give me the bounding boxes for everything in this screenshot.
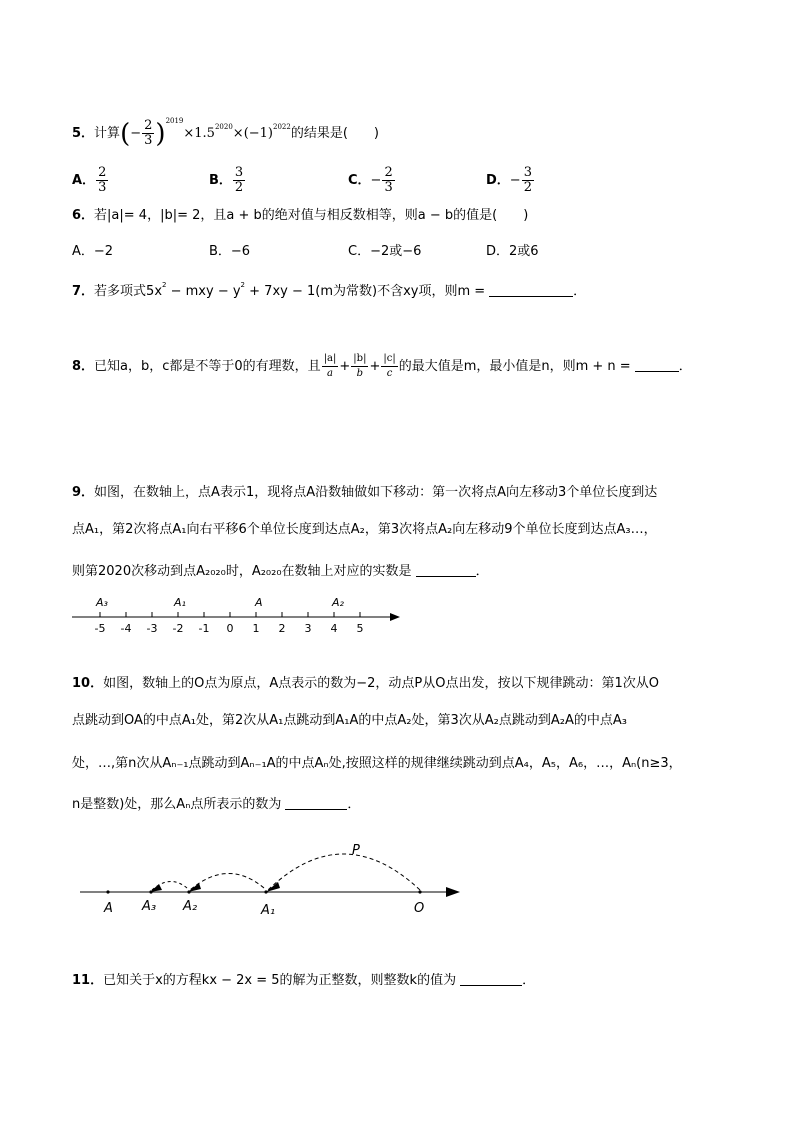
tick-label: 5: [356, 622, 364, 635]
question-9-line-3: 则第2020次移动到点A₂₀₂₀时，A₂₀₂₀在数轴上对应的实数是 ．: [72, 564, 489, 579]
tick-label: 1: [252, 622, 260, 635]
option-b: B．−6: [209, 244, 251, 259]
option-a: A．−2: [72, 244, 114, 259]
label-a1: A₁: [261, 903, 276, 918]
option-a: A． $\frac{2}{3}$: [72, 165, 107, 195]
question-6: 6．若|a|= 4，|b|= 2，且a + b的绝对值与相反数相等，则a − b的值是( ): [72, 208, 529, 223]
question-7: 7．若多项式$5x^2$ − mxy − $y^2 + 7xy - 1(m$为常数)不含xy项，则m = ．: [72, 281, 587, 299]
answer-blank[interactable]: [285, 797, 347, 810]
tick-label: -4: [120, 622, 132, 635]
arrowhead: [150, 884, 162, 892]
option-d: D．− $\frac{3}{2}$: [486, 165, 532, 195]
label-a1: A₁: [174, 596, 186, 609]
arc-o-a1: [268, 854, 420, 890]
arc-a1-a2: [190, 873, 264, 890]
question-10-line-2: 点跳动到OA的中点A₁处，第2次从A₁点跳动到A₁A的中点A₂处，第3次从A₂点跳动到A₂A的中点A₃: [72, 713, 627, 728]
tick-label: 2: [278, 622, 286, 635]
arrowhead: [266, 882, 280, 892]
tick-label: -3: [146, 622, 158, 635]
question-11: 11．已知关于x的方程kx − 2x = 5的解为正整数，则整数k的值为 ．: [72, 973, 536, 988]
fraction: $\frac{2}{3}$: [144, 118, 153, 148]
tick-label: -5: [94, 622, 106, 635]
answer-blank[interactable]: [635, 359, 679, 372]
jump-figure: [78, 838, 468, 924]
option-c: C．−2或−6: [348, 244, 422, 259]
answer-blank[interactable]: [460, 973, 522, 986]
label-a2: A₂: [183, 899, 198, 914]
label-a2: A₂: [332, 596, 344, 609]
question-9-line-1: 9．如图，在数轴上，点A表示1，现将点A沿数轴做如下移动：第一次将点A向左移动3个单位长度到达: [72, 485, 658, 500]
tick-label: 0: [226, 622, 234, 635]
option-b: B． $\frac{3}{2}$: [209, 165, 244, 195]
option-c: C．− $\frac{2}{3}$: [348, 165, 393, 195]
tick-label: 3: [304, 622, 312, 635]
label-a: A: [104, 901, 113, 916]
question-10-line-3: 处，…,第n次从Aₙ₋₁点跳动到Aₙ₋₁A的中点Aₙ处,按照这样的规律继续跳动到点A₄，A₅，A₆，…，Aₙ(n≥3，: [72, 756, 682, 771]
tick-label: -1: [198, 622, 210, 635]
label-a3: A₃: [96, 596, 108, 609]
label-o: O: [414, 901, 425, 916]
answer-blank[interactable]: [416, 564, 476, 577]
question-9-line-2: 点A₁，第2次将点A₁向右平移6个单位长度到达点A₂，第3次将点A₂向左移动9个单位长度到达点A₃…，: [72, 522, 657, 537]
tick-label: 4: [330, 622, 338, 635]
option-d: D．2或6: [486, 244, 539, 259]
question-5: 5．计算(− $\frac{2}{3}$ )$^{2019}\times 1.5^{2020}\times(-1)^{2022}$的结果是( ): [72, 117, 379, 149]
question-number: 5．: [72, 126, 95, 141]
label-p: P: [352, 843, 360, 858]
tick-label: -2: [172, 622, 184, 635]
question-8: 8．已知a，b，c都是不等于0的有理数，且 $\frac{|a|}{a}$ + $\frac{|b|}{b}$ + $\frac{|c|}{c}$ 的最大值是m，最小值是n，则m + n = ．: [72, 353, 692, 379]
question-10-line-1: 10．如图，数轴上的O点为原点，A点表示的数为−2，动点P从O点出发，按以下规律跳动：第1次从O: [72, 676, 659, 691]
arrowhead: [188, 883, 201, 892]
number-line-figure: [60, 592, 410, 638]
label-a3: A₃: [142, 899, 157, 914]
question-10-line-4: n是整数)处，那么Aₙ点所表示的数为 ．: [72, 797, 361, 812]
label-a: A: [255, 596, 263, 609]
answer-blank[interactable]: [489, 284, 573, 297]
